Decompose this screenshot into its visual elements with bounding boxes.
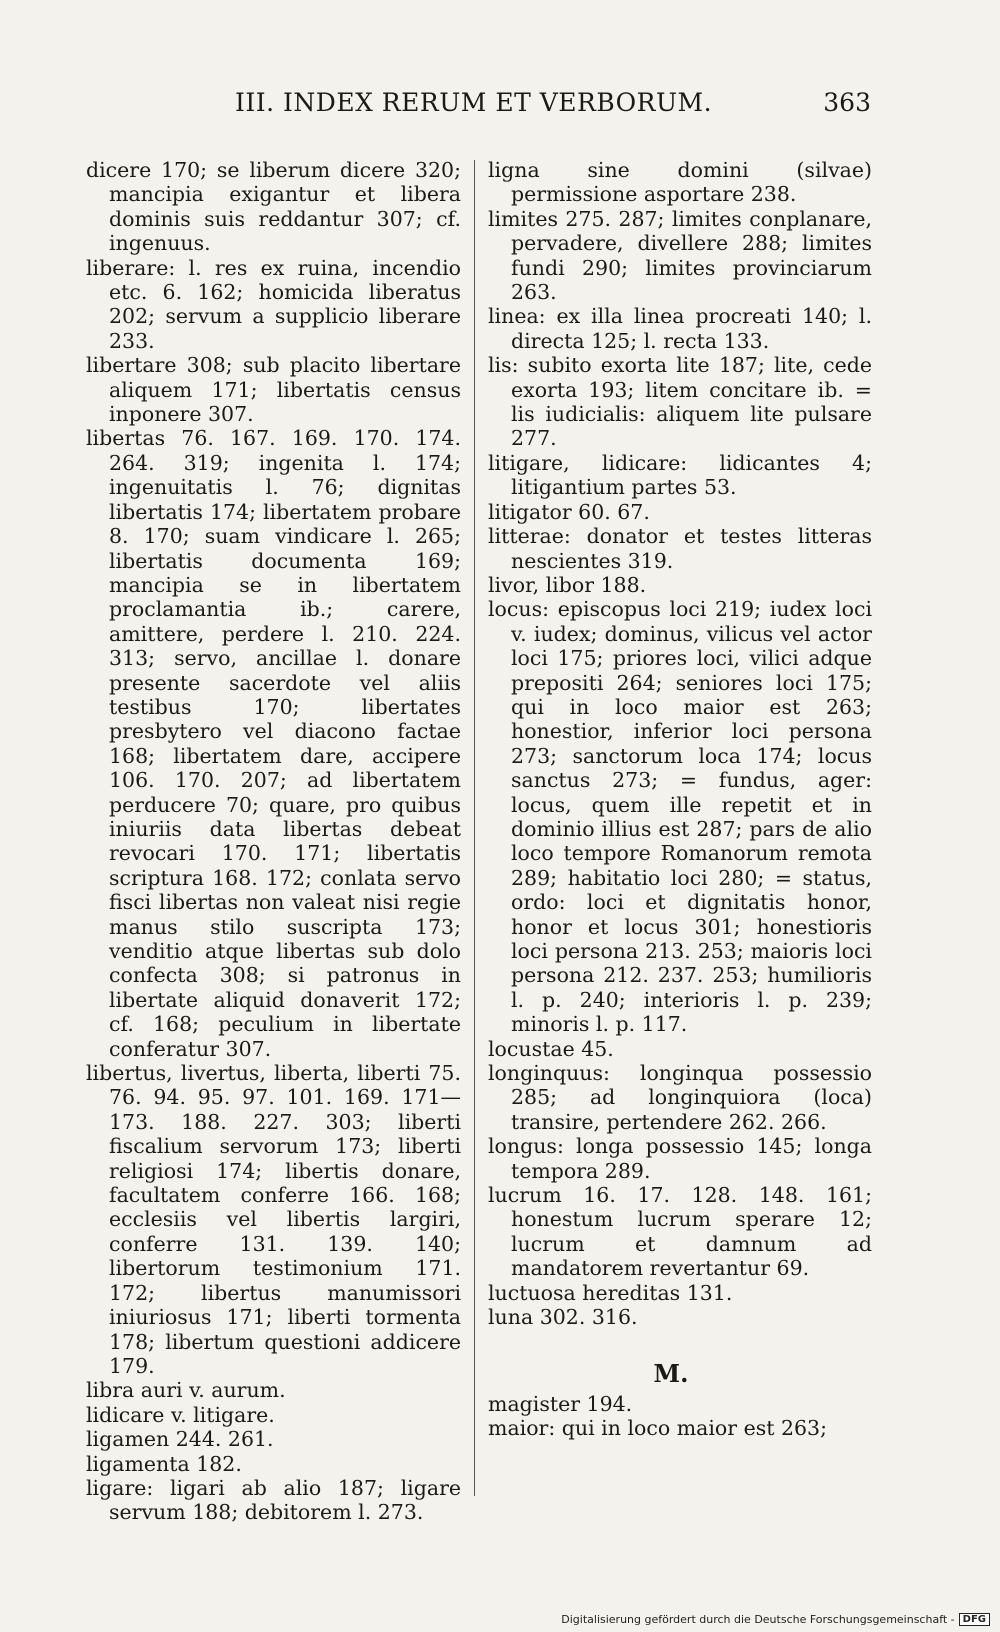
index-entry: libertas 76. 167. 169. 170. 174. 264. 319; ingenita l. 174; ingenuitatis l. 76; dignitas libertatis 174; libertatem probare 8. 170; suam vindicare l. 265; libertatis documenta 169; mancipia se in libertatem proclamantia ib.; carere, amittere, perdere l. 210. 224. 313; servo, ancillae l. donare presente sacerdote vel aliis testibus 170; libertates presbytero vel diacono factae 168; libertatem dare, accipere 106. 170. 207; ad libertatem perducere 70; quare, pro quibus iniuriis data libertas debeat revocari 170. 171; libertatis scriptura 168. 172; conlata servo fisci libertas non valeat nisi regie manus stilo suscripta 173; venditio atque libertas sub dolo confecta 308; si patronus in libertate aliquid donaverit 172; cf. 168; peculium in libertate conferatur 307. [86,426,461,1061]
index-entry: livor, libor 188. [488,572,647,597]
index-entry: longinquus: longinqua possessio 285; ad longinquiora (loca) transire, pertendere 262. 266. [488,1061,872,1134]
index-entry: litigator 60. 67. [488,499,650,524]
index-entry: locustae 45. [488,1036,614,1061]
index-entry: limites 275. 287; limites conplanare, pervadere, divellere 288; limites fundi 290; limites provinciarum 263. [488,206,872,305]
digitization-credit [561,1613,990,1626]
index-entry: linea: ex illa linea procreati 140; l. directa 125; l. recta 133. [488,304,872,353]
index-entry: luctuosa hereditas 131. [488,1280,733,1305]
index-entry: litterae: donator et testes litteras nescientes 319. [488,524,872,573]
index-entry: libra auri v. aurum. [86,1378,286,1403]
index-entry: luna 302. 316. [488,1305,638,1330]
left-column [86,158,461,1525]
page-number: 363 [823,88,871,117]
section-heading-m: M. [653,1358,689,1388]
running-title: III. INDEX RERUM ET VERBORUM. [235,88,713,117]
index-entry: lis: subito exorta lite 187; lite, cede exorta 193; litem concitare ib. = lis iudicialis: aliquem lite pulsare 277. [488,353,872,451]
credit-text: Digitalisierung gefördert durch die Deutsche Forschungsgemeinschaft - [561,1613,955,1626]
index-entry: longus: longa possessio 145; longa tempora 289. [488,1134,872,1183]
index-entry: liberare: l. res ex ruina, incendio etc. 6. 162; homicida liberatus 202; servum a supplicio liberare 233. [86,255,461,353]
column-divider [474,160,475,1496]
dfg-logo: DFG [959,1613,990,1626]
index-entry: ligare: ligari ab alio 187; ligare servum 188; debitorem l. 273. [86,1475,461,1525]
index-entry: dicere 170; se liberum dicere 320; mancipia exigantur et libera dominis suis reddantur 307; cf. ingenuus. [86,158,461,256]
index-entry: libertus, livertus, liberta, liberti 75. 76. 94. 95. 97. 101. 169. 171— 173. 188. 227. 303; liberti fiscalium servorum 173; liberti religiosi 174; libertis donare, facultatem conferre 166. 168; ecclesiis vel libertis largiri, conferre 131. 139. 140; libertorum testimonium 171. 172; libertus manumissori iniuriosus 171; liberti tormenta 178; libertum questioni addicere 179. [86,1061,461,1378]
index-entry: magister 194. [488,1391,633,1416]
index-entry: litigare, lidicare: lidicantes 4; litigantium partes 53. [488,450,872,500]
index-entry: locus: episcopus loci 219; iudex loci v. iudex; dominus, vilicus vel actor loci 175; priores loci, vilici adque prepositi 264; seniores loci 175; qui in loco maior est 263; honestior, inferior loci persona 273; sanctorum loca 174; locus sanctus 273; = fundus, ager: locus, quem ille repetit et in dominio illius est 287; pars de alio loco tempore Romanorum remota 289; habitatio loci 280; = status, ordo: loci et dignitatis honor, honor et locus 301; honestioris loci persona 213. 253; maioris loci persona 212. 237. 253; humilioris l. p. 240; interioris l. p. 239; minoris l. p. 117. [488,597,872,1037]
page-header [85,88,871,128]
index-entry: maior: qui in loco maior est 263; [488,1416,828,1441]
right-column [488,158,872,1441]
index-entry: ligamenta 182. [86,1451,242,1476]
index-entry: ligamen 244. 261. [86,1427,274,1452]
index-entry: lucrum 16. 17. 128. 148. 161; honestum lucrum sperare 12; lucrum et damnum ad mandatorem revertantur 69. [488,1183,872,1281]
index-entry: ligna sine domini (silvae) permissione asportare 238. [488,158,872,207]
index-entry: lidicare v. litigare. [86,1402,275,1427]
index-entry: libertare 308; sub placito libertare aliquem 171; libertatis census inponere 307. [86,353,461,427]
